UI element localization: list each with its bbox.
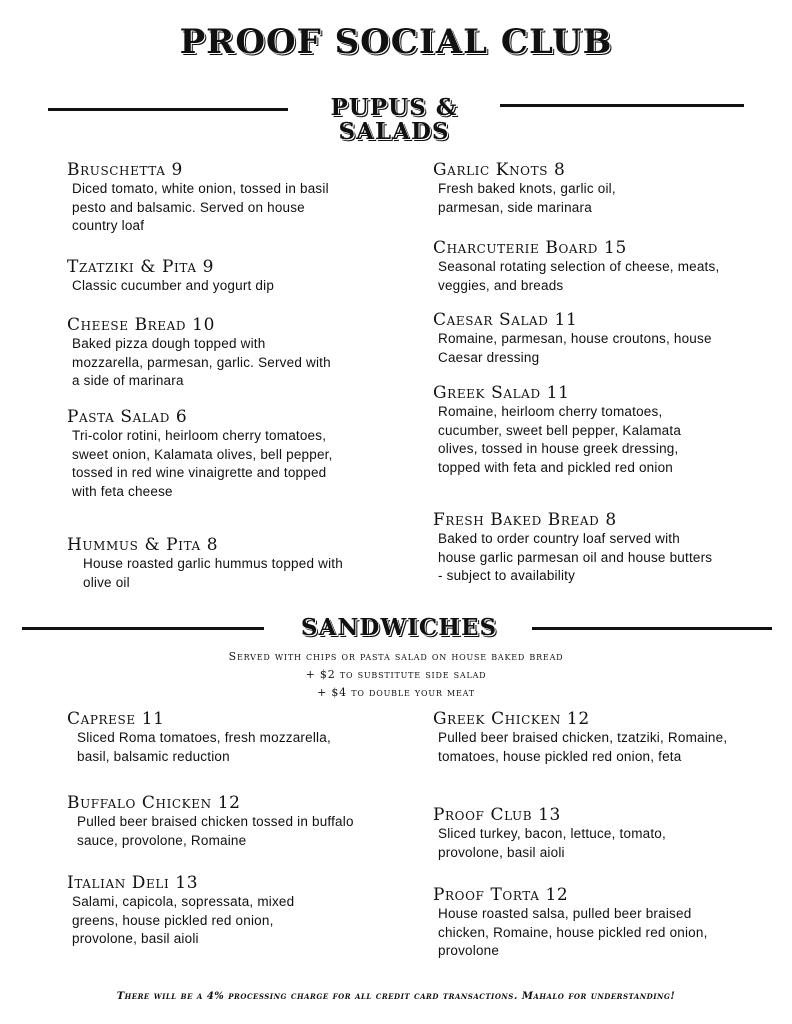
- item-description: Romaine, parmesan, house croutons, house Caesar dressing: [438, 331, 712, 365]
- menu-item-italian-deli: [67, 873, 387, 949]
- menu-title: PROOF SOCIAL CLUB: [179, 22, 613, 62]
- item-description: Classic cucumber and yogurt dip: [72, 278, 275, 293]
- item-description: Baked pizza dough topped with mozzarella, parmesan, garlic. Served with a side of marinara: [72, 336, 331, 388]
- section-heading-sandwiches: SANDWICHES: [300, 614, 498, 641]
- item-name: Fresh Baked Bread 8: [433, 510, 617, 530]
- item-name: Greek Salad 11: [433, 383, 570, 403]
- processing-charge-notice: There will be a 4% processing charge for all credit card transactions. Mahalo for understanding!: [116, 991, 676, 1002]
- item-name: Buffalo Chicken 12: [67, 793, 241, 813]
- item-description: Tri-color rotini, heirloom cherry tomatoes, sweet onion, Kalamata olives, bell pepper, tossed in red wine vinaigrette and topped with feta cheese: [72, 428, 333, 499]
- item-name: Hummus & Pita 8: [67, 535, 219, 555]
- sandwich-note-double-meat: + $4 to double your meat: [317, 686, 475, 699]
- menu-item-proof-torta: [433, 885, 753, 961]
- item-name: Italian Deli 13: [67, 873, 199, 893]
- menu-item-fresh-baked-bread: [433, 510, 753, 586]
- sandwich-notes: [0, 648, 792, 702]
- item-description: Diced tomato, white onion, tossed in basil pesto and balsamic. Served on house country loaf: [72, 181, 329, 233]
- item-name: Charcuterie Board 15: [433, 238, 627, 258]
- menu-item-caprese: [67, 709, 387, 766]
- item-name: Greek Chicken 12: [433, 709, 590, 729]
- item-name: Pasta Salad 6: [67, 407, 188, 427]
- sandwich-note-side-salad: + $2 to substitute side salad: [305, 668, 487, 681]
- item-description: Sliced Roma tomatoes, fresh mozzarella, basil, balsamic reduction: [77, 730, 331, 764]
- item-name: Tzatziki & Pita 9: [67, 257, 215, 277]
- menu-item-greek-chicken: [433, 709, 753, 766]
- menu-item-proof-club: [433, 805, 753, 862]
- section-heading-pupus: [296, 96, 492, 144]
- item-description: Fresh baked knots, garlic oil, parmesan, side marinara: [438, 181, 616, 215]
- item-description: Romaine, heirloom cherry tomatoes, cucumber, sweet bell pepper, Kalamata olives, tossed in house greek dressing, topped with feta and pickled red onion: [438, 404, 682, 475]
- menu-item-bruschetta: [67, 160, 367, 236]
- section-rule-right: [500, 104, 744, 107]
- menu-item-charcuterie-board: [433, 238, 753, 295]
- section-rule-right: [532, 627, 772, 630]
- item-description: Baked to order country loaf served with house garlic parmesan oil and house butters - subject to availability: [438, 531, 713, 583]
- item-name: Caesar Salad 11: [433, 310, 578, 330]
- menu-item-caesar-salad: [433, 310, 753, 367]
- item-name: Garlic Knots 8: [433, 160, 566, 180]
- item-description: House roasted salsa, pulled beer braised chicken, Romaine, house pickled red onion, provolone: [438, 906, 708, 958]
- sandwich-note-sides: Served with chips or pasta salad on house baked bread: [228, 650, 564, 663]
- item-name: Caprese 11: [67, 709, 165, 729]
- menu-item-buffalo-chicken: [67, 793, 387, 850]
- item-name: Cheese Bread 10: [67, 315, 215, 335]
- item-description: Pulled beer braised chicken, tzatziki, Romaine, tomatoes, house pickled red onion, feta: [438, 730, 728, 764]
- menu-item-tzatziki-pita: [67, 257, 367, 296]
- section-heading-line1: PUPUS &: [330, 94, 458, 121]
- menu-item-cheese-bread: [67, 315, 367, 391]
- section-rule-left: [48, 108, 288, 111]
- item-name: Bruschetta 9: [67, 160, 183, 180]
- menu-item-hummus-pita: [67, 535, 367, 592]
- menu-item-pasta-salad: [67, 407, 367, 501]
- item-description: Seasonal rotating selection of cheese, meats, veggies, and breads: [438, 259, 720, 293]
- item-name: Proof Torta 12: [433, 885, 569, 905]
- section-heading-line2: SALADS: [338, 118, 450, 145]
- item-description: Pulled beer braised chicken tossed in buffalo sauce, provolone, Romaine: [77, 814, 354, 848]
- item-description: Salami, capicola, sopressata, mixed greens, house pickled red onion, provolone, basil aioli: [72, 894, 295, 946]
- item-description: Sliced turkey, bacon, lettuce, tomato, provolone, basil aioli: [438, 826, 666, 860]
- item-name: Proof Club 13: [433, 805, 561, 825]
- section-rule-left: [22, 627, 264, 630]
- menu-item-greek-salad: [433, 383, 753, 477]
- item-description: House roasted garlic hummus topped with olive oil: [83, 556, 343, 590]
- menu-item-garlic-knots: [433, 160, 753, 217]
